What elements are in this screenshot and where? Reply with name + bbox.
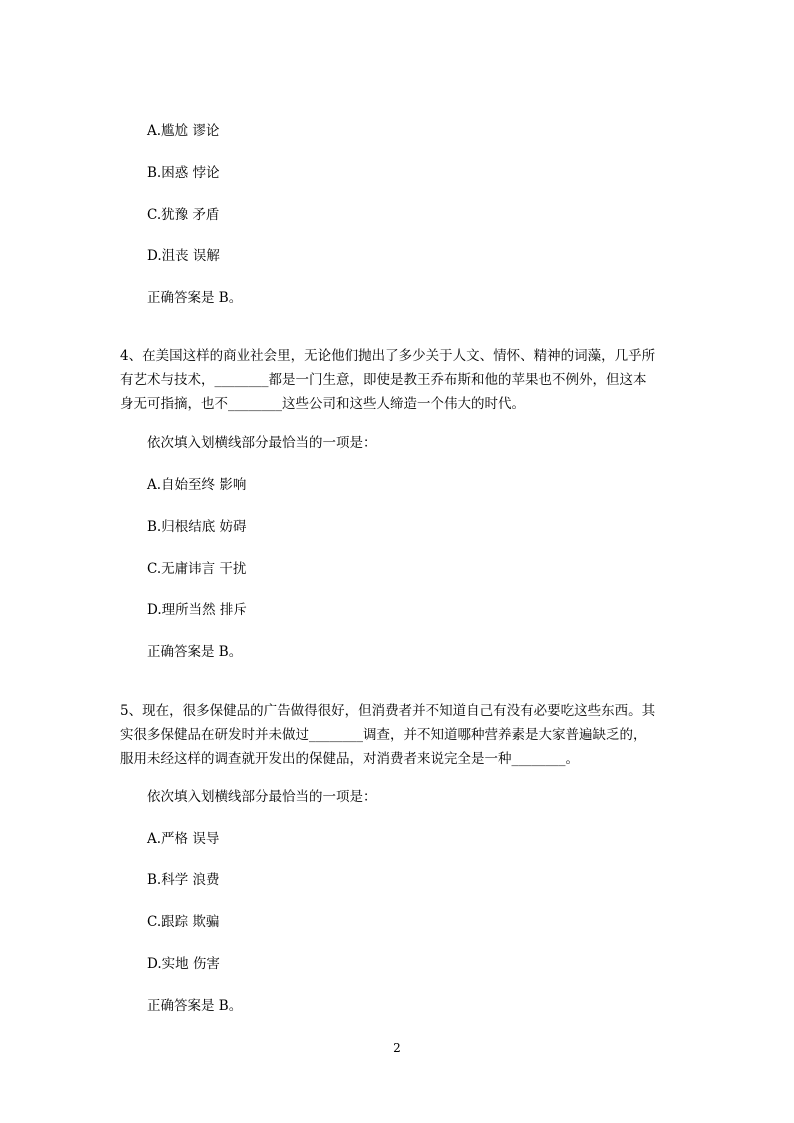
q3-option-c: C.犹豫 矛盾 — [147, 207, 220, 223]
q4-answer: 正确答案是 B。 — [147, 644, 243, 660]
q4-option-b: B.归根结底 妨碍 — [147, 519, 247, 535]
q4-option-a: A.自始至终 影响 — [147, 477, 247, 493]
q4-stem-line-2: 有艺术与技术，________都是一门生意，即使是教王乔布斯和他的苹果也不例外，但这本 — [120, 372, 647, 388]
q5-option-b: B.科学 浪费 — [147, 872, 220, 888]
q4-stem — [120, 344, 678, 416]
q5-stem — [120, 699, 678, 771]
q3-option-d: D.沮丧 误解 — [147, 248, 220, 264]
q3-option-a: A.尴尬 谬论 — [147, 123, 220, 139]
q5-option-d: D.实地 伤害 — [147, 956, 220, 972]
q5-stem-line-3: 服用未经这样的调查就开发出的保健品，对消费者来说完全是一种________。 — [120, 751, 579, 767]
q4-option-d: D.理所当然 排斥 — [147, 602, 247, 618]
q4-instruction: 依次填入划横线部分最恰当的一项是： — [147, 435, 377, 451]
page-number: 2 — [393, 1041, 401, 1055]
q5-instruction: 依次填入划横线部分最恰当的一项是： — [147, 789, 377, 805]
q5-option-a: A.严格 误导 — [147, 831, 220, 847]
q5-stem-line-1: 5、现在，很多保健品的广告做得很好，但消费者并不知道自己有没有必要吃这些东西。其 — [120, 703, 656, 719]
q4-option-c: C.无庸讳言 干扰 — [147, 561, 247, 577]
q3-option-b: B.困惑 悖论 — [147, 165, 220, 181]
q4-stem-line-3: 身无可指摘，也不________这些公司和这些人缔造一个伟大的时代。 — [120, 396, 525, 412]
q5-answer: 正确答案是 B。 — [147, 998, 243, 1014]
q3-answer: 正确答案是 B。 — [147, 290, 243, 306]
q4-stem-line-1: 4、在美国这样的商业社会里，无论他们抛出了多少关于人文、情怀、精神的词藻，几乎所 — [120, 348, 656, 364]
q5-stem-line-2: 实很多保健品在研发时并未做过________调查，并不知道哪种营养素是大家普遍缺乏的， — [120, 727, 647, 743]
q5-option-c: C.跟踪 欺骗 — [147, 914, 220, 930]
